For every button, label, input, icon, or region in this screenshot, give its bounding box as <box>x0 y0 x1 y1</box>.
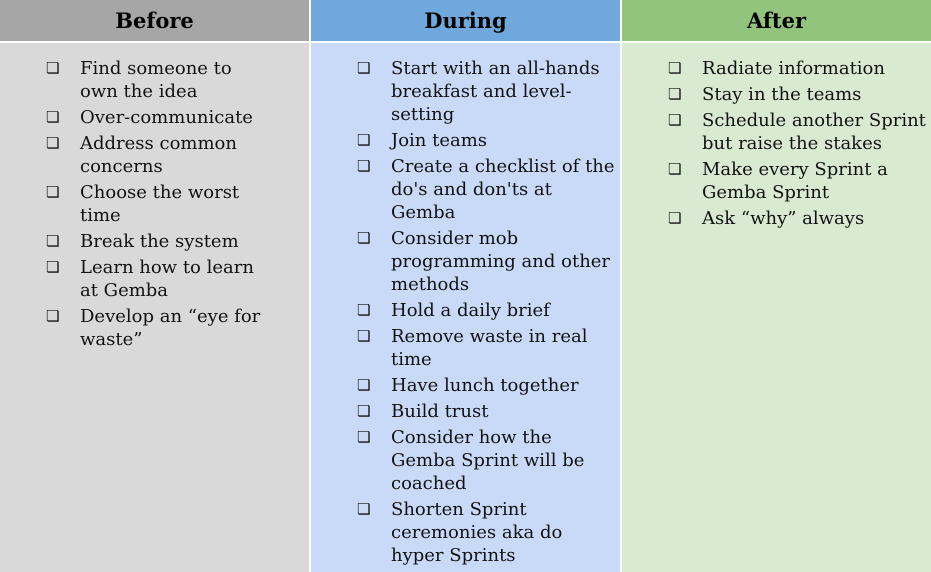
list-item-text: Build trust <box>391 401 489 422</box>
checkbox-icon: ❏ <box>357 301 371 319</box>
list-item <box>357 129 619 152</box>
checkbox-icon: ❏ <box>668 209 682 227</box>
list-item <box>668 109 930 155</box>
during-list <box>357 57 619 567</box>
before-list <box>46 57 266 351</box>
list-item <box>357 498 619 567</box>
list-item-text: Start with an all-hands breakfast and level-setting <box>391 58 600 125</box>
checkbox-icon: ❏ <box>357 59 371 77</box>
column-header-before: Before <box>0 0 309 43</box>
checkbox-icon: ❏ <box>357 131 371 149</box>
list-item-text: Stay in the teams <box>702 84 862 105</box>
list-item-text: Remove waste in real time <box>391 326 588 370</box>
list-item-text: Develop an “eye for waste” <box>80 306 261 350</box>
list-item-text: Break the system <box>80 231 239 252</box>
list-item <box>668 158 930 204</box>
list-item-text: Choose the worst time <box>80 182 240 226</box>
checkbox-icon: ❏ <box>668 85 682 103</box>
list-item <box>668 207 930 230</box>
list-item <box>357 400 619 423</box>
checkbox-icon: ❏ <box>46 307 60 325</box>
list-item <box>357 57 619 126</box>
list-item <box>46 106 266 129</box>
column-header-after: After <box>620 0 931 43</box>
list-item <box>668 57 930 80</box>
list-item-text: Ask “why” always <box>702 208 865 229</box>
list-item <box>668 83 930 106</box>
list-item <box>46 57 266 103</box>
list-item-text: Shorten Sprint ceremonies aka do hyper Sprints <box>391 499 563 566</box>
list-item <box>357 426 619 495</box>
checkbox-icon: ❏ <box>668 59 682 77</box>
list-item <box>46 305 266 351</box>
checkbox-icon: ❏ <box>46 108 60 126</box>
column-during <box>309 43 620 572</box>
list-item-text: Schedule another Sprint but raise the stakes <box>702 110 926 154</box>
checkbox-icon: ❏ <box>46 232 60 250</box>
list-item <box>46 181 266 227</box>
checkbox-icon: ❏ <box>357 500 371 518</box>
list-item-text: Have lunch together <box>391 375 579 396</box>
list-item <box>357 299 619 322</box>
checkbox-icon: ❏ <box>668 160 682 178</box>
list-item-text: Radiate information <box>702 58 885 79</box>
list-item-text: Consider how the Gemba Sprint will be coached <box>391 427 585 494</box>
checkbox-icon: ❏ <box>357 402 371 420</box>
checkbox-icon: ❏ <box>357 157 371 175</box>
list-item <box>357 325 619 371</box>
checkbox-icon: ❏ <box>357 428 371 446</box>
list-item-text: Over-communicate <box>80 107 253 128</box>
checkbox-icon: ❏ <box>668 111 682 129</box>
checkbox-icon: ❏ <box>46 183 60 201</box>
list-item-text: Address common concerns <box>80 133 237 177</box>
after-list <box>668 57 930 230</box>
checkbox-icon: ❏ <box>46 134 60 152</box>
list-item <box>357 374 619 397</box>
checkbox-icon: ❏ <box>46 59 60 77</box>
checkbox-icon: ❏ <box>357 376 371 394</box>
list-item-text: Learn how to learn at Gemba <box>80 257 254 301</box>
list-item-text: Consider mob programming and other methods <box>391 228 611 295</box>
checkbox-icon: ❏ <box>357 229 371 247</box>
column-after <box>620 43 931 572</box>
checkbox-icon: ❏ <box>357 327 371 345</box>
list-item-text: Hold a daily brief <box>391 300 550 321</box>
column-header-during: During <box>309 0 620 43</box>
list-item <box>357 227 619 296</box>
list-item <box>46 132 266 178</box>
list-item-text: Find someone to own the idea <box>80 58 232 102</box>
list-item <box>357 155 619 224</box>
column-before <box>0 43 309 572</box>
list-item <box>46 230 266 253</box>
list-item <box>46 256 266 302</box>
list-item-text: Make every Sprint a Gemba Sprint <box>702 159 888 203</box>
list-item-text: Create a checklist of the do's and don'ts at Gemba <box>391 156 615 223</box>
checkbox-icon: ❏ <box>46 258 60 276</box>
list-item-text: Join teams <box>391 130 488 151</box>
